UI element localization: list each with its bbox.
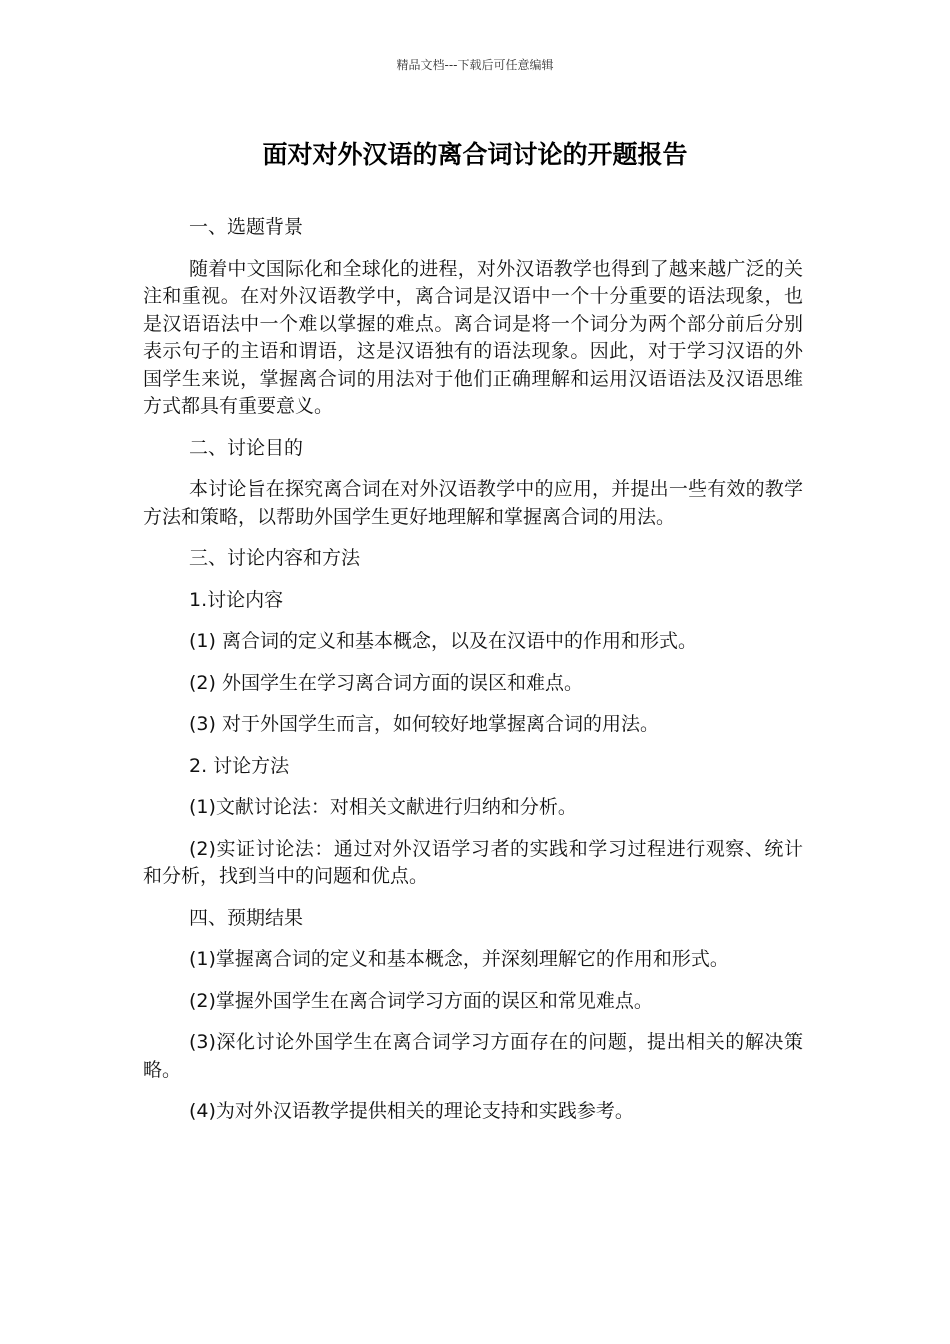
- subheading-content: 1.讨论内容: [189, 588, 284, 611]
- method-item-1: (1)文献讨论法：对相关文献进行归纳和分析。: [189, 796, 577, 818]
- subheading-methods: 2. 讨论方法: [189, 754, 290, 777]
- section-heading-content-methods: 三、讨论内容和方法: [189, 547, 361, 569]
- document-title: 面对对外汉语的离合词讨论的开题报告: [262, 140, 688, 169]
- content-item-3: (3) 对于外国学生而言，如何较好地掌握离合词的用法。: [189, 713, 659, 735]
- result-item-1: (1)掌握离合词的定义和基本概念，并深刻理解它的作用和形式。: [189, 948, 729, 970]
- document-body: [143, 214, 803, 1140]
- content-item-2: (2) 外国学生在学习离合词方面的误区和难点。: [189, 671, 583, 694]
- paragraph-purpose: 本讨论旨在探究离合词在对外汉语教学中的应用，并提出一些有效的教学方法和策略，以帮助外国学生更好地理解和掌握离合词的用法。: [143, 478, 803, 528]
- result-item-3: (3)深化讨论外国学生在离合词学习方面存在的问题，提出相关的解决策略。: [143, 1031, 803, 1081]
- result-item-4: (4)为对外汉语教学提供相关的理论支持和实践参考。: [189, 1100, 634, 1122]
- section-heading-background: 一、选题背景: [189, 216, 304, 238]
- content-item-1: (1) 离合词的定义和基本概念，以及在汉语中的作用和形式。: [189, 630, 697, 652]
- section-heading-purpose: 二、讨论目的: [189, 436, 304, 459]
- section-heading-expected-results: 四、预期结果: [189, 906, 304, 929]
- paragraph-background: 随着中文国际化和全球化的进程，对外汉语教学也得到了越来越广泛的关注和重视。在对外汉语教学中，离合词是汉语中一个十分重要的语法现象，也是汉语语法中一个难以掌握的难点。离合词是将一个词分为两个部分前后分别表示句子的主语和谓语，这是汉语独有的语法现象。因此，对于学习汉语的外国学生来说，掌握离合词的用法对于他们正确理解和运用汉语语法及汉语思维方式都具有重要意义。: [143, 257, 803, 417]
- result-item-2: (2)掌握外国学生在离合词学习方面的误区和常见难点。: [189, 989, 653, 1012]
- method-item-2: (2)实证讨论法：通过对外汉语学习者的实践和学习过程进行观察、统计和分析，找到当中的问题和优点。: [143, 837, 803, 887]
- header-note: 精品文档---下载后可任意编辑: [396, 58, 554, 72]
